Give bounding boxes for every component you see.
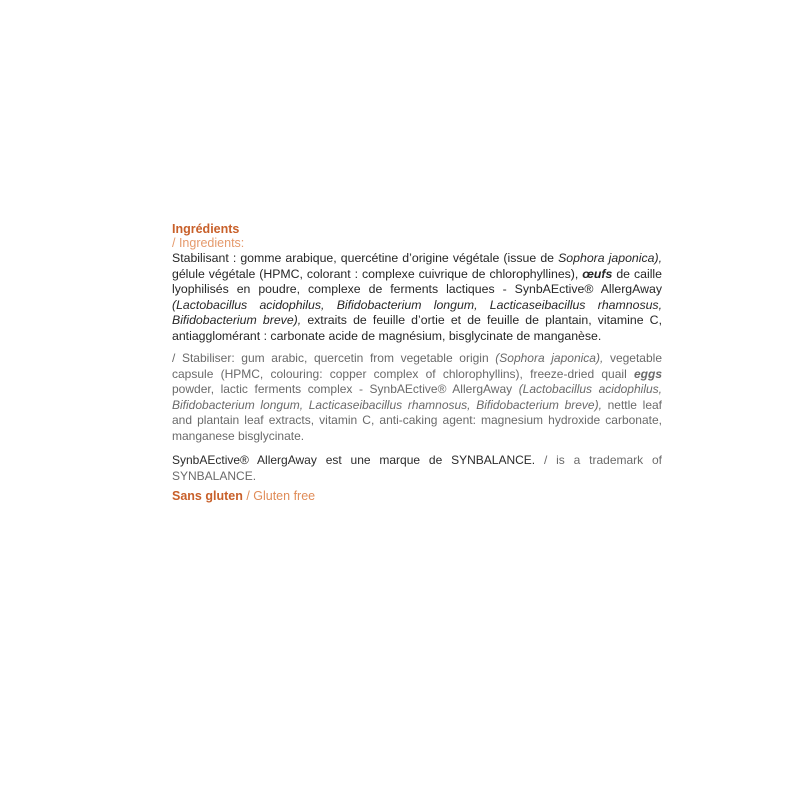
ingredients-text-fr bbox=[172, 251, 662, 344]
ingredients-panel bbox=[172, 222, 662, 504]
gluten-free-en: / Gluten free bbox=[242, 489, 316, 503]
gluten-free-fr: Sans gluten bbox=[172, 489, 243, 503]
ingredients-text-en bbox=[172, 351, 662, 444]
en-sophora: (Sophora japonica), bbox=[495, 351, 604, 365]
fr-text-part: gélule végétale (HPMC, colorant : complexe cuivrique de chlorophyllines), bbox=[172, 266, 583, 281]
en-allergen-eggs: eggs bbox=[633, 366, 662, 381]
trademark-notice bbox=[172, 453, 662, 484]
trademark-fr: SynbAEctive® AllergAway est une marque de SYNBALANCE. bbox=[172, 453, 536, 467]
ingredients-heading-fr: Ingrédients bbox=[172, 222, 240, 236]
en-strains: (Lactobacillus acidophilus, Bifidobacterium longum, Lacticaseibacillus rhamnosus, Bifidobacterium breve), bbox=[172, 382, 662, 412]
en-text-part: vegetable capsule (HPMC, colouring: copper complex of chlorophyllins), freeze-dried quail bbox=[172, 351, 662, 381]
fr-text-part: extraits de feuille d’ortie et de feuille de plantain, vitamine C, antiagglomérant : carbonate acide de magnésium, bisglycinate de manganèse. bbox=[172, 313, 662, 343]
ingredients-heading-en: / Ingredients: bbox=[172, 236, 245, 250]
fr-sophora: Sophora japonica), bbox=[558, 251, 662, 265]
fr-text-part: Stabilisant : gomme arabique, quercétine d’origine végétale (issue de bbox=[172, 251, 559, 265]
trademark-en: / is a trademark of SYNBALANCE. bbox=[172, 453, 662, 483]
gluten-free-label bbox=[172, 489, 662, 504]
fr-strains: (Lactobacillus acidophilus, Bifidobacterium longum, Lacticaseibacillus rhamnosus, Bifidobacterium breve), bbox=[172, 297, 662, 327]
en-text-part: powder, lactic ferments complex - SynbAEctive® AllergAway bbox=[172, 382, 519, 396]
fr-allergen-oeufs: œufs bbox=[582, 266, 613, 281]
en-text-part: nettle leaf and plantain leaf extracts, vitamin C, anti-caking agent: magnesium hydroxide carbonate, manganese bisglycinate. bbox=[172, 397, 663, 443]
en-text-part: / Stabiliser: gum arabic, quercetin from vegetable origin bbox=[172, 351, 496, 365]
fr-text-part: de caille lyophilisés en poudre, complexe de ferments lactiques - SynbAEctive® AllergAway bbox=[172, 266, 662, 296]
